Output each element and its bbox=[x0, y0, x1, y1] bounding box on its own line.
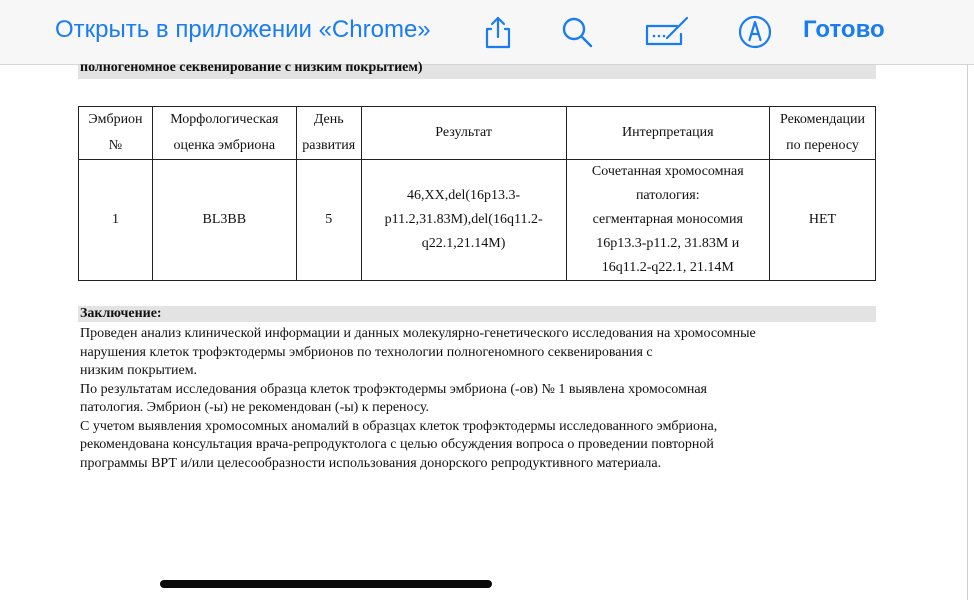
home-indicator[interactable] bbox=[160, 580, 492, 588]
table-header-row bbox=[79, 107, 876, 160]
conclusion-line: низким покрытием. bbox=[80, 363, 198, 378]
conclusion-title: Заключение: bbox=[80, 306, 162, 321]
cell-morphology: BL3BB bbox=[152, 160, 296, 281]
table-row bbox=[79, 160, 876, 281]
header-interpretation: Интерпретация bbox=[566, 107, 770, 160]
header-morphology: Морфологическая оценка эмбриона bbox=[152, 107, 296, 160]
conclusion-line: рекомендована консультация врача-репродуктолога с целью обсуждения вопроса о проведении повторной bbox=[80, 437, 714, 452]
header-embryo: Эмбрион № bbox=[79, 107, 153, 160]
pen-icon[interactable] bbox=[737, 14, 773, 50]
done-button[interactable]: Готово bbox=[803, 16, 885, 43]
conclusion-highlight bbox=[78, 306, 876, 322]
header-result: Результат bbox=[361, 107, 566, 160]
conclusion-line: патология. Эмбрион (-ы) не рекомендован (-ы) к переносу. bbox=[80, 400, 430, 415]
conclusion-line: программы ВРТ и/или целесообразности использования донорского репродуктивного материала. bbox=[80, 455, 662, 471]
cell-result: 46,XX,del(16p13.3- p11.2,31.83M),del(16q11.2- q22.1,21.14M) bbox=[361, 160, 566, 281]
conclusion-line: Проведен анализ клинической информации и данных молекулярно-генетического исследования на хромосомные bbox=[80, 326, 756, 341]
header-day: День развития bbox=[296, 107, 361, 160]
viewer-toolbar bbox=[0, 0, 974, 65]
conclusion-line: По результатам исследования образца клеток трофэктодермы эмбриона (-ов) № 1 выявлена хромосомная bbox=[80, 381, 707, 397]
cell-day: 5 bbox=[296, 160, 361, 281]
section-heading: полногеномное секвенирование с низким покрытием) bbox=[80, 60, 423, 75]
share-icon[interactable] bbox=[480, 14, 516, 50]
markup-icon[interactable] bbox=[643, 14, 691, 50]
open-in-chrome-button[interactable]: Открыть в приложении «Chrome» bbox=[55, 16, 431, 43]
search-icon[interactable] bbox=[559, 14, 595, 50]
cell-interpretation: Сочетанная хромосомная патология: сегментарная моносомия 16p13.3-p11.2, 31.83M и 16q11.2-q22.1, 21.14M bbox=[566, 160, 770, 281]
cell-recommendation: НЕТ bbox=[770, 160, 876, 281]
results-table bbox=[78, 106, 876, 281]
conclusion-text bbox=[80, 325, 880, 473]
cell-embryo: 1 bbox=[79, 160, 153, 281]
conclusion-line: С учетом выявления хромосомных аномалий в образцах клеток трофэктодермы исследованного эмбриона, bbox=[80, 418, 718, 434]
conclusion-line: нарушения клеток трофэктодермы эмбрионов по технологии полногеномного секвенирования с bbox=[80, 344, 653, 360]
page-edge bbox=[967, 65, 968, 600]
header-recommendation: Рекомендации по переносу bbox=[770, 107, 876, 160]
